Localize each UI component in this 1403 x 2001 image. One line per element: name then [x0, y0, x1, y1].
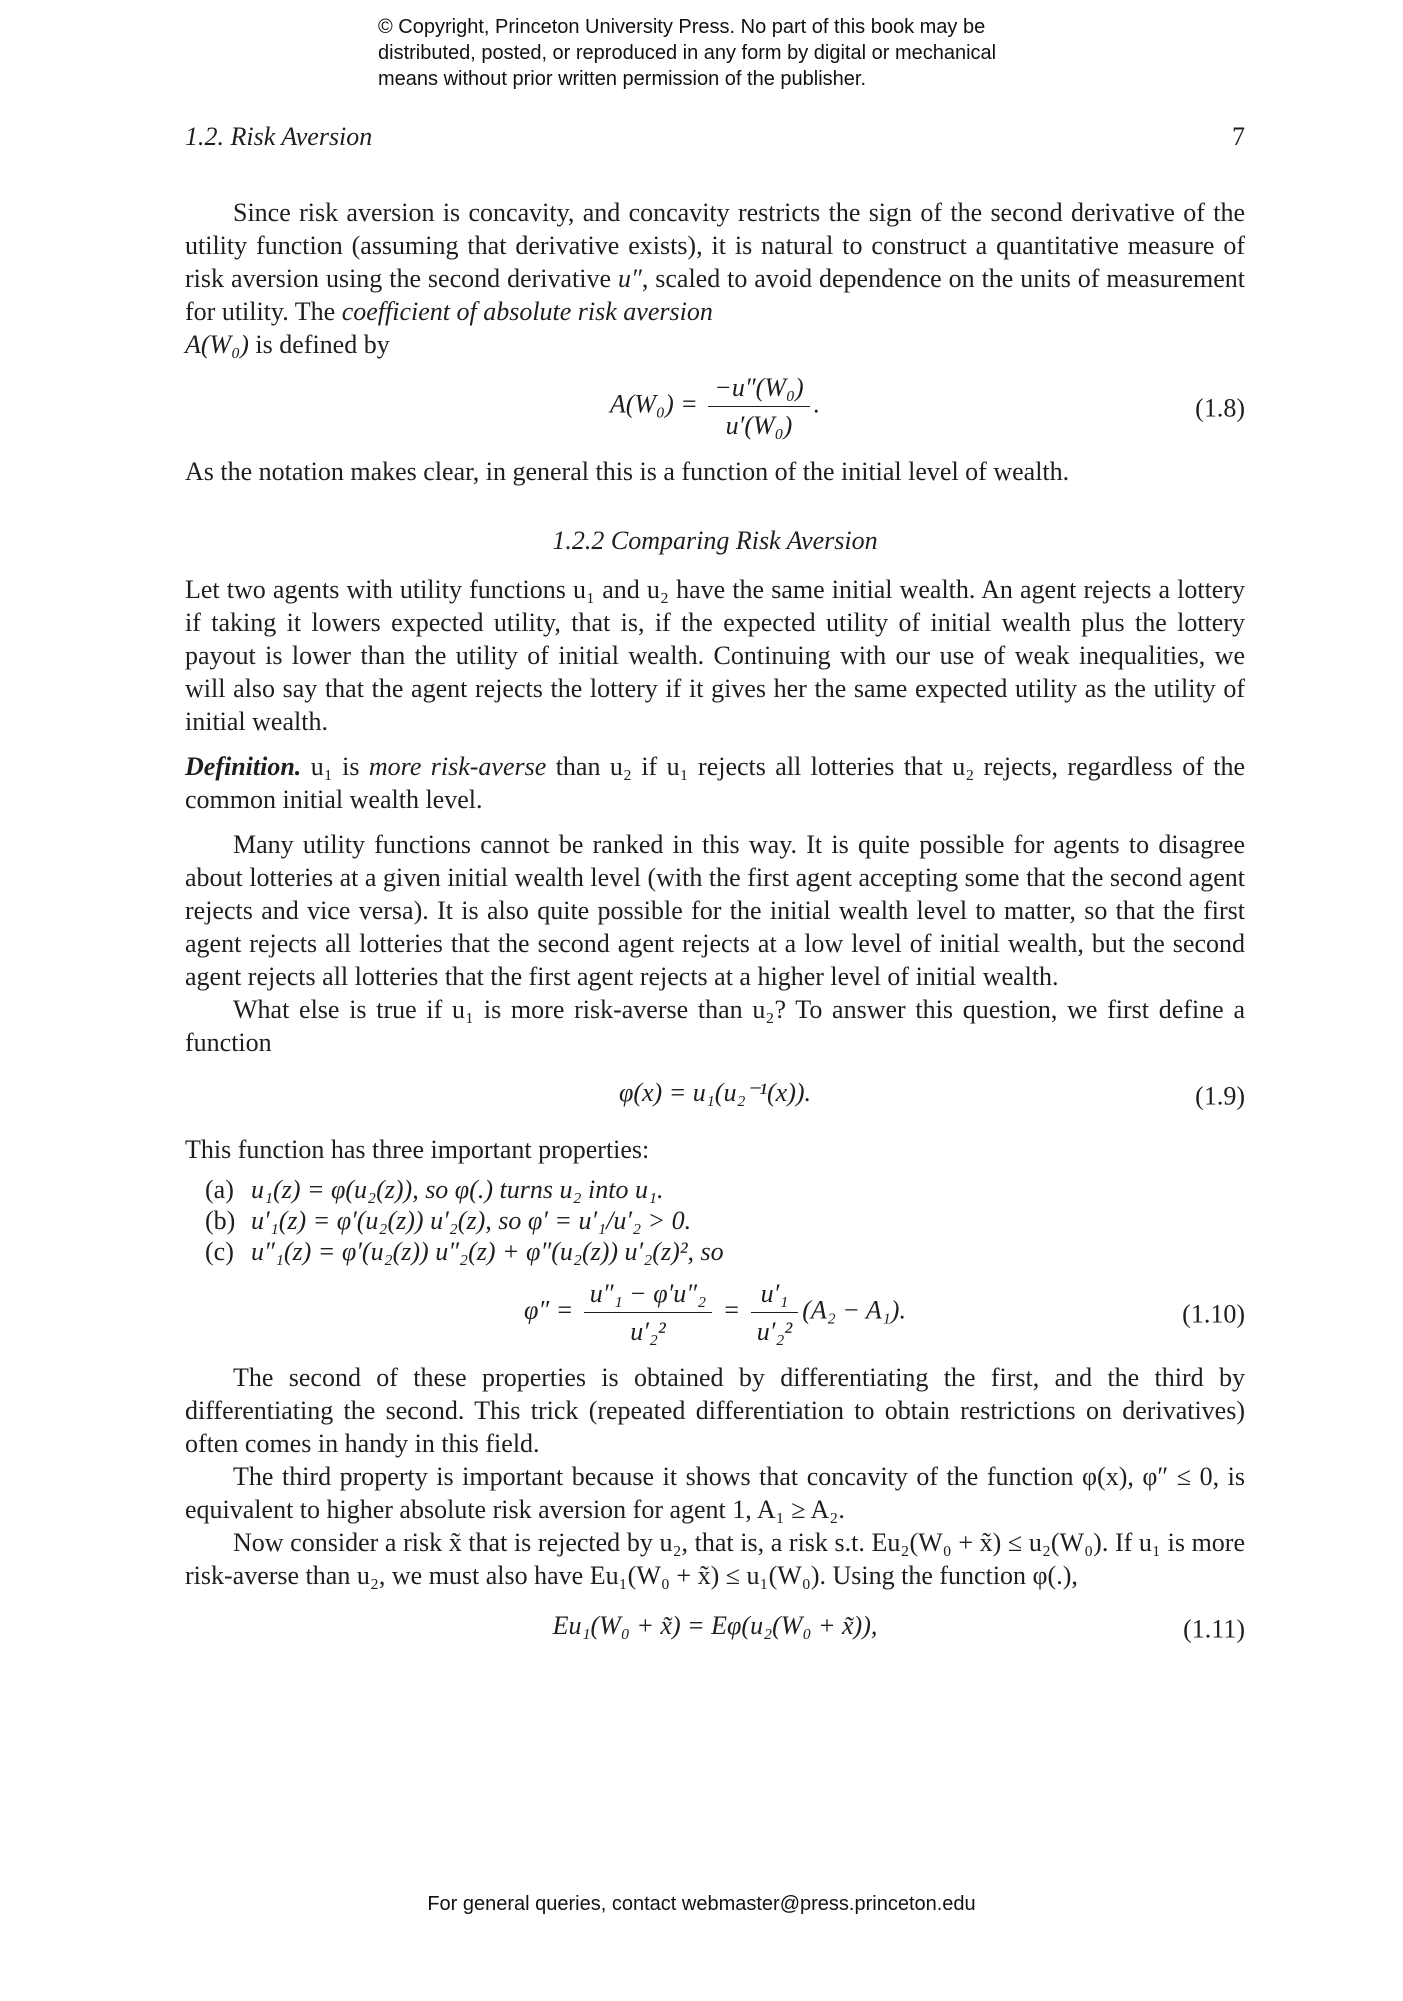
eq19-label: (1.9) [1195, 1081, 1245, 1111]
eq110-denominator-2: u′₂² [756, 1317, 793, 1346]
property-b [205, 1205, 1245, 1236]
property-b-text: u′₁(z) = φ′(u₂(z)) u′₂(z), so φ′ = u′₁/u′₂ > 0. [251, 1206, 692, 1235]
eq18-numerator: −u″(W₀) [708, 371, 809, 407]
paragraph-8: The third property is important because it shows that concavity of the function φ(x), φ″ ≤ 0, is equivalent to higher absolute risk aversion for agent 1, A₁ ≥ A₂. [185, 1462, 1245, 1524]
definition [185, 750, 1245, 816]
paragraph-5: What else is true if u₁ is more risk-averse than u₂? To answer this question, we first define a function [185, 995, 1245, 1057]
eq111-label: (1.11) [1183, 1614, 1245, 1644]
equation-1-10 [185, 1277, 1245, 1351]
definition-label: Definition. [185, 752, 302, 781]
equation-1-9 [185, 1073, 1245, 1119]
section-running-title: 1.2. Risk Aversion [185, 122, 373, 151]
paragraph-4: Many utility functions cannot be ranked in this way. It is quite possible for agents to disagree about lotteries at a given initial wealth level (with the first agent accepting some that the second agent rejects and vice versa). It is also quite possible for the initial wealth level to matter, so that the first agent rejects all lotteries that the second agent rejects at a low level of initial wealth, but the second agent rejects all lotteries that the first agent rejects at a higher level of initial wealth. [185, 830, 1245, 991]
property-a-text: u₁(z) = φ(u₂(z)), so φ(.) turns u₂ into u₁. [251, 1175, 664, 1204]
eq110-lhs: φ″ = [524, 1295, 574, 1325]
properties-list [205, 1174, 1245, 1267]
para1-math-u2: u″ [617, 264, 642, 293]
eq110-numerator-2: u′₁ [751, 1277, 799, 1313]
paragraph-6: This function has three important properties: [185, 1135, 650, 1164]
property-a-label: (a) [205, 1175, 234, 1204]
definition-term: more risk-averse [368, 752, 547, 781]
eq18-label: (1.8) [1195, 393, 1245, 423]
eq18-fraction [708, 371, 809, 442]
para1-term: coefficient of absolute risk aversion [341, 297, 713, 326]
definition-text-c: than u₂ if u₁ rejects all lotteries that u₂ rejects, regardless of the common initial wealth level. [185, 752, 1246, 814]
paragraph-3: Let two agents with utility functions u₁ and u₂ have the same initial wealth. An agent rejects a lottery if taking it lowers expected utility, that is, if the expected utility of initial wealth plus the lottery payout is lower than the utility of initial wealth. Continuing with our use of weak inequalities, we will also say that the agent rejects the lottery if it gives her the same expected utility as the utility of initial wealth. [185, 575, 1245, 736]
copyright-line-3: means without prior written permission of the publisher. [378, 68, 867, 90]
para1-math-A: A(W₀) [185, 330, 249, 359]
page-body [185, 196, 1245, 1666]
property-c-label: (c) [205, 1237, 234, 1266]
eq18-tail: . [813, 389, 821, 419]
eq18-lhs: A(W₀) = [609, 389, 698, 419]
eq110-equals: = [722, 1295, 741, 1325]
paragraph-1 [185, 196, 1245, 361]
section-title: 1.2.2 Comparing Risk Aversion [552, 526, 878, 555]
copyright-line-2: distributed, posted, or reproduced in any form by digital or mechanical [378, 42, 997, 64]
paragraph-2: As the notation makes clear, in general this is a function of the initial level of wealth. [185, 457, 1070, 486]
property-a [205, 1174, 1245, 1205]
eq111-expression: Eu₁(W₀ + x̃) = Eφ(u₂(W₀ + x̃)), [552, 1610, 878, 1640]
property-c [205, 1236, 1245, 1267]
paragraph-7: The second of these properties is obtained by differentiating the first, and the third by differentiating the second. This trick (repeated differentiation to obtain restrictions on derivatives) often comes in handy in this field. [185, 1363, 1245, 1458]
eq110-fraction-2 [751, 1277, 799, 1348]
copyright-line-1: © Copyright, Princeton University Press. No part of this book may be [378, 16, 986, 38]
running-header [185, 122, 1245, 154]
footer-contact: For general queries, contact webmaster@press.princeton.edu [427, 1893, 976, 1915]
equation-1-8 [185, 371, 1245, 445]
eq110-denominator-1: u′₂² [630, 1317, 666, 1346]
page-number: 7 [1232, 122, 1245, 151]
definition-text-a: u₁ is [301, 752, 369, 781]
eq110-fraction-1 [584, 1277, 712, 1348]
eq110-tail: (A₂ − A₁). [802, 1295, 906, 1325]
copyright-notice [378, 14, 1158, 92]
eq110-numerator-1: u″₁ − φ′u″₂ [584, 1277, 712, 1313]
property-c-text: u″₁(z) = φ′(u₂(z)) u″₂(z) + φ″(u₂(z)) u′₂(z)², so [251, 1237, 724, 1266]
equation-1-11 [185, 1606, 1245, 1652]
eq18-denominator: u′(W₀) [725, 411, 793, 440]
eq110-label: (1.10) [1182, 1299, 1245, 1329]
property-b-label: (b) [205, 1206, 236, 1235]
para1-text-a: Since risk aversion is concavity, and concavity restricts the sign of the second derivative of the utility function (assuming that derivative exists), it is natural to construct a quantitative measure of risk aversion using the second derivative [185, 198, 1245, 293]
para1-text-c: , scaled to avoid dependence on the units of measurement for utility. The [185, 264, 1245, 326]
para1-text-f: is defined by [248, 330, 390, 359]
paragraph-9: Now consider a risk x̃ that is rejected by u₂, that is, a risk s.t. Eu₂(W₀ + x̃) ≤ u₂(W₀). If u₁ is more risk-averse than u₂, we must also have Eu₁(W₀ + x̃) ≤ u₁(W₀). Using the function φ(.), [185, 1528, 1245, 1590]
eq19-expression: φ(x) = u₁(u₂⁻¹(x)). [618, 1077, 812, 1107]
